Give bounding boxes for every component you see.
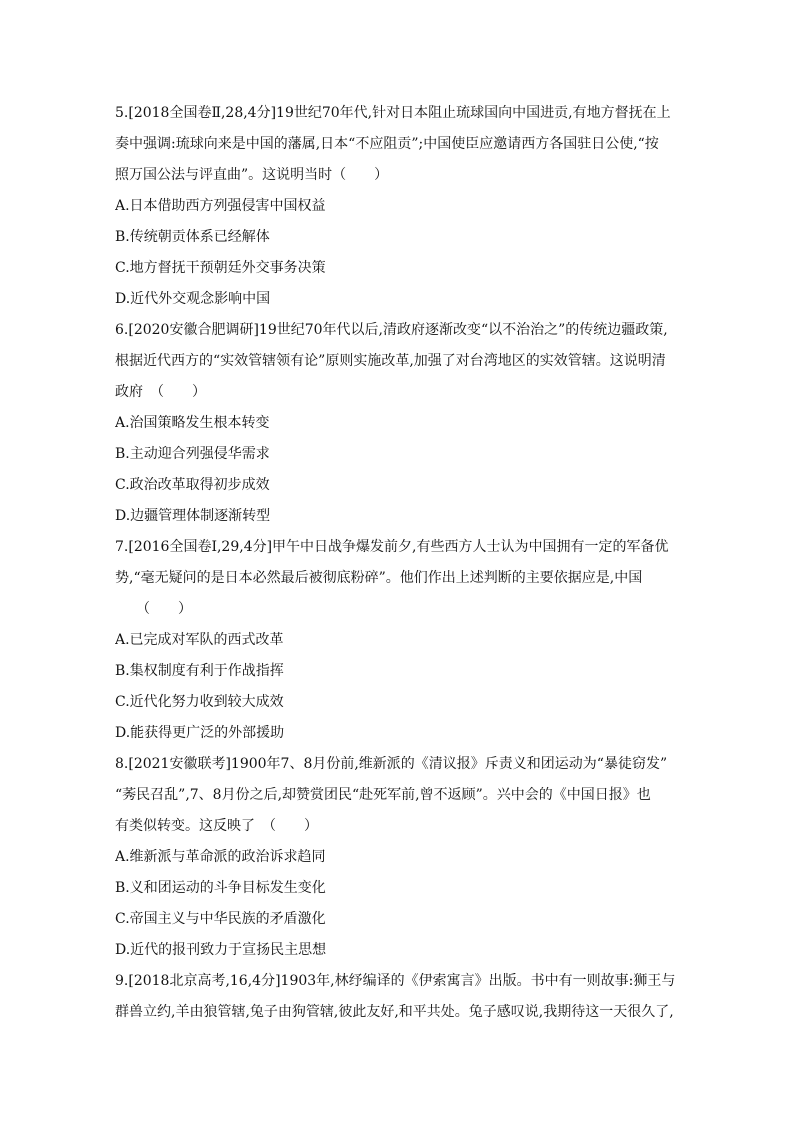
question-stem-line: 群兽立约,羊由狼管辖,兔子由狗管辖,彼此友好,和平共处。兔子感叹说,我期待这一天很久了, (115, 1004, 674, 1020)
answer-option: C.近代化努力收到较大成效 (115, 694, 284, 710)
question-7 (115, 532, 684, 749)
answer-option: B.主动迎合列强侵华需求 (115, 446, 270, 462)
answer-option: C.地方督抚干预朝廷外交事务决策 (115, 260, 326, 276)
answer-option: D.近代的报刊致力于宣扬民主思想 (115, 942, 327, 958)
answer-option: A.治国策略发生根本转变 (115, 415, 270, 431)
question-stem-line: 7.[2016全国卷Ⅰ,29,4分]甲午中日战争爆发前夕,有些西方人士认为中国拥有一定的军备优 (115, 539, 669, 555)
answer-option: A.已完成对军队的西式改革 (115, 632, 284, 648)
question-stem-line: 根据近代西方的“实效管辖领有论”原则实施改革,加强了对台湾地区的实效管辖。这说明清 (115, 353, 666, 369)
question-stem-line: 照万国公法与评直曲”。这说明当时（ ） (115, 167, 389, 183)
answer-option: B.传统朝贡体系已经解体 (115, 229, 270, 245)
question-6 (115, 315, 684, 532)
question-stem-line: 有类似转变。这反映了 （ ） (115, 818, 318, 834)
question-stem-line: 奏中强调:琉球向来是中国的藩属,日本“不应阻贡”;中国使臣应邀请西方各国驻日公使,“按 (115, 136, 659, 152)
question-8 (115, 749, 684, 966)
question-stem-line: “莠民召乱”,7、8月份之后,却赞赏团民“赴死军前,曾不返顾”。兴中会的《中国日报》也 (115, 787, 651, 803)
answer-option: D.近代外交观念影响中国 (115, 291, 271, 307)
answer-option: B.义和团运动的斗争目标发生变化 (115, 880, 326, 896)
answer-option: C.帝国主义与中华民族的矛盾激化 (115, 911, 326, 927)
question-stem-line: 5.[2018全国卷Ⅱ,28,4分]19世纪70年代,针对日本阻止琉球国向中国进贡,有地方督抚在上 (115, 105, 671, 121)
answer-option: A.维新派与革命派的政治诉求趋同 (115, 849, 326, 865)
question-stem-line: 6.[2020安徽合肥调研]19世纪70年代以后,清政府逐渐改变“以不治治之”的传统边疆政策, (115, 322, 668, 338)
answer-option: B.集权制度有利于作战指挥 (115, 663, 284, 679)
question-stem-line: 政府 （ ） (115, 384, 206, 400)
answer-option: A.日本借助西方列强侵害中国权益 (115, 198, 326, 214)
question-stem-line: 8.[2021安徽联考]1900年7、8月份前,维新派的《清议报》斥责义和团运动为“暴徒窃发” (115, 756, 668, 772)
question-stem-line: 势,“毫无疑问的是日本必然最后被彻底粉碎”。他们作出上述判断的主要依据应是,中国 (115, 570, 643, 586)
answer-option: D.边疆管理体制逐渐转型 (115, 508, 271, 524)
question-stem-line: 9.[2018北京高考,16,4分]1903年,林纾编译的《伊索寓言》出版。书中有一则故事:狮王与 (115, 973, 676, 989)
answer-option: C.政治改革取得初步成效 (115, 477, 270, 493)
answer-option: D.能获得更广泛的外部援助 (115, 725, 285, 741)
question-9 (115, 966, 684, 1028)
question-stem-line: （ ） (115, 601, 192, 617)
question-5 (115, 98, 684, 315)
